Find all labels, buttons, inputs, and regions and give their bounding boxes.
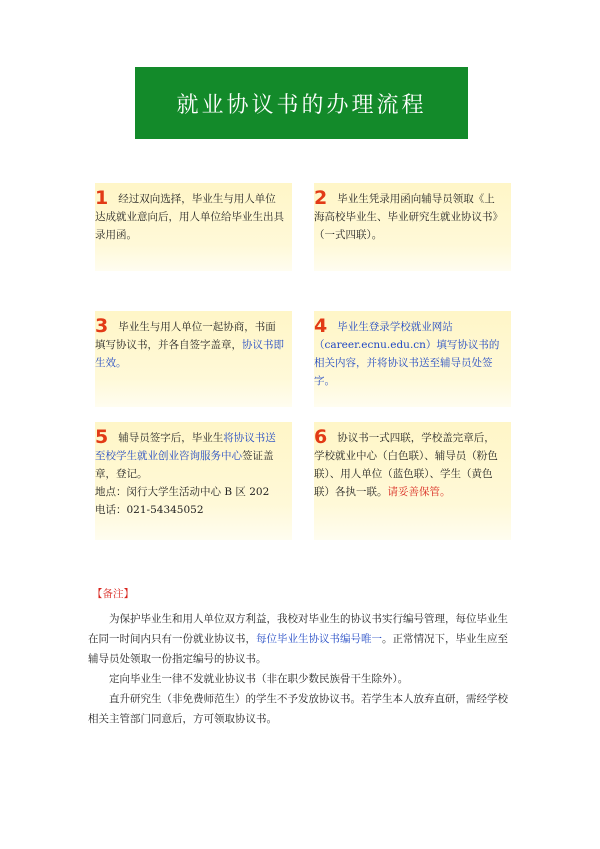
- note-paragraph-1: [88, 609, 518, 669]
- step-text: 经过双向选择，毕业生与用人单位达成就业意向后，用人单位给毕业生出具录用函。: [95, 193, 284, 241]
- step-card-4: [314, 311, 511, 407]
- note-paragraph-3: 直升研究生（非免费师范生）的学生不予发放协议书。若学生本人放弃直研，需经学校相关主管部门同意后，方可领取协议书。: [88, 693, 508, 725]
- step-text: 毕业生与用人单位一起协商，书面填写协议书，并各自签字盖章，: [95, 321, 276, 351]
- step-card-1: [95, 183, 292, 271]
- step-text-warning: 请妥善保管。: [387, 486, 451, 498]
- step-text-highlight: 协议书即生效。: [95, 339, 284, 369]
- title-banner: [135, 67, 468, 139]
- step-number: 3: [95, 315, 109, 337]
- note-paragraph-2: 定向毕业生一律不发就业协议书（非在职少数民族骨干生除外）。: [109, 673, 409, 685]
- step-number: 6: [314, 426, 328, 448]
- step-text: 毕业生凭录用函向辅导员领取《上海高校毕业生、毕业研究生就业协议书》（一式四联）。: [314, 193, 503, 241]
- note-text: 为保护毕业生和用人单位双方利益，我校对毕业生的协议书实行编号管理，每位毕业生在同一时间内只有一份就业协议书，: [88, 613, 508, 645]
- step-card-2: [314, 183, 511, 271]
- step-number: 4: [314, 315, 328, 337]
- step-text-tail: 签证盖章，登记。: [95, 450, 274, 480]
- step-number: 2: [314, 187, 328, 209]
- step-text-highlight: 将协议书送至校学生就业创业咨询服务中心: [95, 432, 276, 462]
- step-text: 毕业生登录学校就业网站（career.ecnu.edu.cn）填写协议书的相关内容，并将协议书送至辅导员处签字。: [314, 321, 500, 387]
- step-address: 地点：闵行大学生活动中心 B 区 202: [95, 486, 270, 498]
- page-title: 就业协议书的办理流程: [176, 92, 427, 118]
- step-text: 协议书一式四联，学校盖完章后，学校就业中心（白色联）、辅导员（粉色联）、用人单位（蓝色联）、学生（黄色联）各执一联。: [314, 432, 498, 498]
- step-phone: 电话：021-54345052: [95, 504, 204, 516]
- note-text-tail: 。正常情况下，毕业生应至辅导员处领取一份指定编号的协议书。: [88, 633, 508, 665]
- step-number: 5: [95, 426, 109, 448]
- step-number: 1: [95, 187, 109, 209]
- step-card-3: [95, 311, 292, 407]
- note-highlight: 每位毕业生协议书编号唯一: [256, 633, 382, 645]
- step-card-5: [95, 422, 292, 540]
- step-card-6: [314, 422, 511, 540]
- notes-section: [88, 609, 518, 729]
- step-text: 辅导员签字后，毕业生: [118, 432, 224, 444]
- notes-heading: 【备注】: [92, 588, 134, 600]
